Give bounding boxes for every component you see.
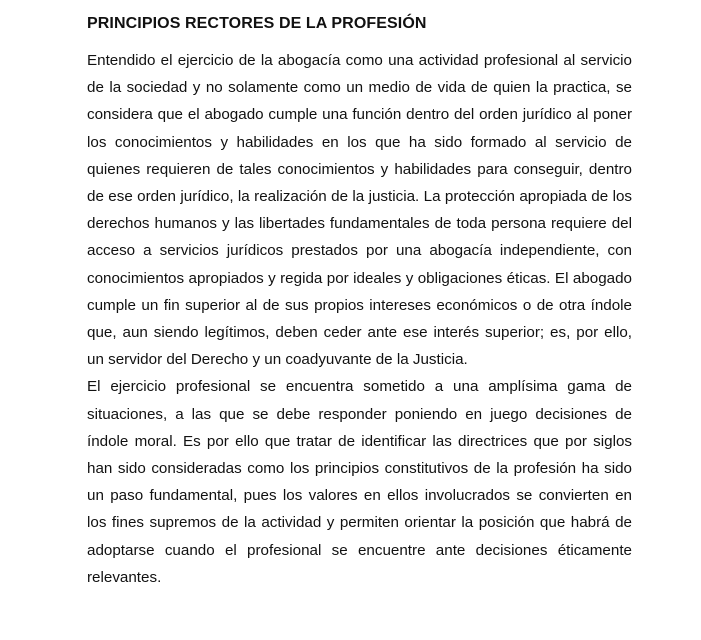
- document-page: [87, 12, 632, 591]
- body-paragraph-1: Entendido el ejercicio de la abogacía como una actividad profesional al servicio de la sociedad y no solamente como un medio de vida de quien la practica, se considera que el abogado cumple una función dentro del orden jurídico al poner los conocimientos y habilidades en los que ha sido formado al servicio de quienes requieren de tales conocimientos y habilidades para conseguir, dentro de ese orden jurídico, la realización de la justicia. La protección apropiada de los derechos humanos y las libertades fundamentales de toda persona requiere del acceso a servicios jurídicos prestados por una abogacía independiente, con conocimientos apropiados y regida por ideales y obligaciones éticas. El abogado cumple un fin superior al de sus propios intereses económicos o de otra índole que, aun siendo legítimos, deben ceder ante ese interés superior; es, por ello, un servidor del Derecho y un coadyuvante de la Justicia.: [87, 52, 632, 369]
- document-title: PRINCIPIOS RECTORES DE LA PROFESIÓN: [87, 15, 427, 32]
- body-paragraph-2: El ejercicio profesional se encuentra sometido a una amplísima gama de situaciones, a las que se debe responder poniendo en juego decisiones de índole moral. Es por ello que tratar de identificar las directrices que por siglos han sido consideradas como los principios constitutivos de la profesión ha sido un paso fundamental, pues los valores en ellos involucrados se convierten en los fines supremos de la actividad y permiten orientar la posición que habrá de adoptarse cuando el profesional se encuentre ante decisiones éticamente relevantes.: [87, 378, 632, 586]
